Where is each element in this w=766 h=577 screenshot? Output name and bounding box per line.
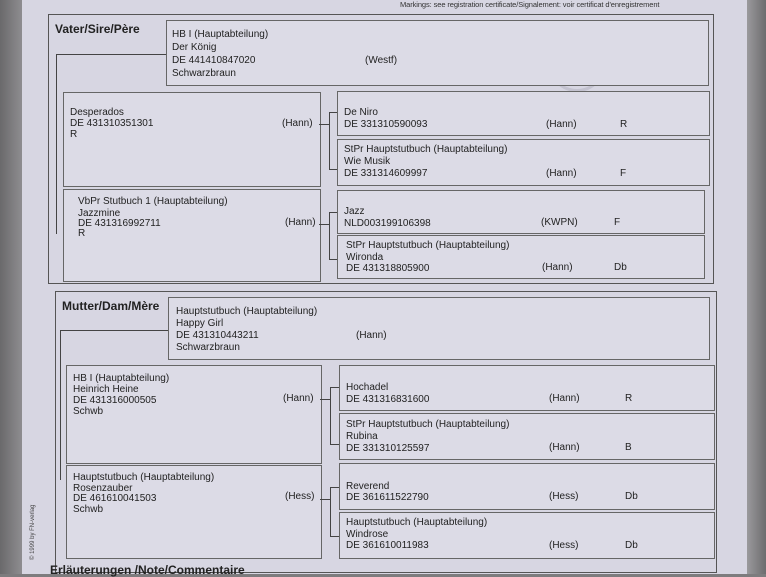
dam-id: DE 431310443211 — [176, 330, 259, 341]
ds-connector-top — [330, 387, 339, 388]
ddd-name: Windrose — [346, 529, 389, 540]
ssd-id: DE 331314609997 — [344, 168, 428, 179]
left-shadow — [0, 0, 22, 574]
dss-name: Hochadel — [346, 382, 389, 393]
dss-col: R — [625, 393, 633, 404]
dd-connector-v — [330, 487, 331, 537]
sire-color: Schwarzbraun — [172, 68, 236, 79]
sss-col: R — [620, 119, 628, 130]
sdd-id: DE 431318805900 — [346, 263, 430, 274]
ddd-col: Db — [625, 540, 638, 551]
sds-breed: (KWPN) — [541, 217, 578, 228]
dd-connector-top — [330, 487, 339, 488]
dam-connector-v — [60, 330, 61, 480]
ds-connector-mid — [320, 399, 330, 400]
dd-breed: (Hess) — [285, 491, 315, 502]
header-note: Markings: see registration certificate/Signalement: voir certificat d'enregistrement — [400, 0, 660, 9]
sire-breed: (Westf) — [365, 55, 398, 66]
dd-line1: Hauptstutbuch (Hauptabteilung) — [73, 472, 215, 483]
sd-color: R — [78, 228, 86, 239]
ds-line1: HB I (Hauptabteilung) — [73, 373, 170, 384]
sd-line1: VbPr Stutbuch 1 (Hauptabteilung) — [78, 196, 228, 207]
sire-id: DE 441410847020 — [172, 55, 256, 66]
sd-connector-bot — [329, 259, 337, 260]
dam-name: Happy Girl — [176, 318, 224, 329]
ds-name: Heinrich Heine — [73, 384, 139, 395]
sire-connector-v — [56, 54, 57, 234]
sds-name: Jazz — [344, 206, 365, 217]
sdd-line1: StPr Hauptstutbuch (Hauptabteilung) — [346, 240, 510, 251]
ds-connector-v — [330, 387, 331, 444]
dd-connector-bot — [330, 536, 339, 537]
ss-connector-mid — [319, 124, 329, 125]
sdd-col: Db — [614, 262, 627, 273]
sss-name: De Niro — [344, 107, 378, 118]
ds-breed: (Hann) — [283, 393, 314, 404]
dds-name: Reverend — [346, 481, 390, 492]
sd-connector-mid — [319, 224, 329, 225]
sire-line1: HB I (Hauptabteilung) — [172, 29, 269, 40]
dd-connector-mid — [320, 499, 330, 500]
ds-color: Schwb — [73, 406, 104, 417]
ss-connector-bot — [329, 169, 337, 170]
ddd-breed: (Hess) — [549, 540, 579, 551]
ds-id: DE 431316000505 — [73, 395, 157, 406]
footer-label: Erläuterungen /Note/Commentaire — [50, 563, 245, 577]
copyright-note: © 1999 by FN-verlag — [30, 504, 36, 560]
ss-color: R — [70, 129, 78, 140]
sdd-name: Wironda — [346, 252, 384, 263]
dam-connector-top — [60, 330, 168, 331]
ddd-id: DE 361610011983 — [346, 540, 429, 551]
dam-line1: Hauptstutbuch (Hauptabteilung) — [176, 306, 318, 317]
sd-breed: (Hann) — [285, 217, 316, 228]
sd-connector-v — [329, 212, 330, 260]
dsd-line1: StPr Hauptstutbuch (Hauptabteilung) — [346, 419, 510, 430]
sd-name: Jazzmine — [78, 208, 121, 219]
sss-breed: (Hann) — [546, 119, 577, 130]
dsd-breed: (Hann) — [549, 442, 580, 453]
sire-name: Der König — [172, 42, 217, 53]
sd-connector-top — [329, 212, 337, 213]
dam-breed: (Hann) — [356, 330, 387, 341]
ss-connector-top — [329, 112, 337, 113]
ss-breed: (Hann) — [282, 118, 313, 129]
ddd-line1: Hauptstutbuch (Hauptabteilung) — [346, 517, 488, 528]
sdd-breed: (Hann) — [542, 262, 573, 273]
ss-connector-v — [329, 112, 330, 169]
dsd-id: DE 331310125597 — [346, 443, 430, 454]
dds-id: DE 361611522790 — [346, 492, 429, 503]
dss-breed: (Hann) — [549, 393, 580, 404]
sire-section-title: Vater/Sire/Père — [55, 22, 140, 36]
ds-connector-bot — [330, 444, 339, 445]
ss-name: Desperados — [70, 107, 124, 118]
sss-id: DE 331310590093 — [344, 119, 428, 130]
ss-id: DE 431310351301 — [70, 118, 154, 129]
dsd-col: B — [625, 442, 632, 453]
sd-id: DE 431316992711 — [78, 218, 161, 229]
sds-id: NLD003199106398 — [344, 218, 431, 229]
dss-id: DE 431316831600 — [346, 394, 430, 405]
ssd-name: Wie Musik — [344, 156, 391, 167]
sds-col: F — [614, 217, 621, 228]
sire-connector-top — [56, 54, 166, 55]
dam-section-title: Mutter/Dam/Mère — [62, 299, 160, 313]
ssd-breed: (Hann) — [546, 168, 577, 179]
dds-breed: (Hess) — [549, 491, 579, 502]
ssd-line1: StPr Hauptstutbuch (Hauptabteilung) — [344, 144, 508, 155]
dds-col: Db — [625, 491, 638, 502]
ssd-col: F — [620, 168, 627, 179]
dsd-name: Rubina — [346, 431, 378, 442]
dd-id: DE 461610041503 — [73, 493, 157, 504]
dam-color: Schwarzbraun — [176, 342, 240, 353]
dd-color: Schwb — [73, 504, 104, 515]
dd-name: Rosenzauber — [73, 483, 133, 494]
right-shadow — [747, 0, 766, 574]
